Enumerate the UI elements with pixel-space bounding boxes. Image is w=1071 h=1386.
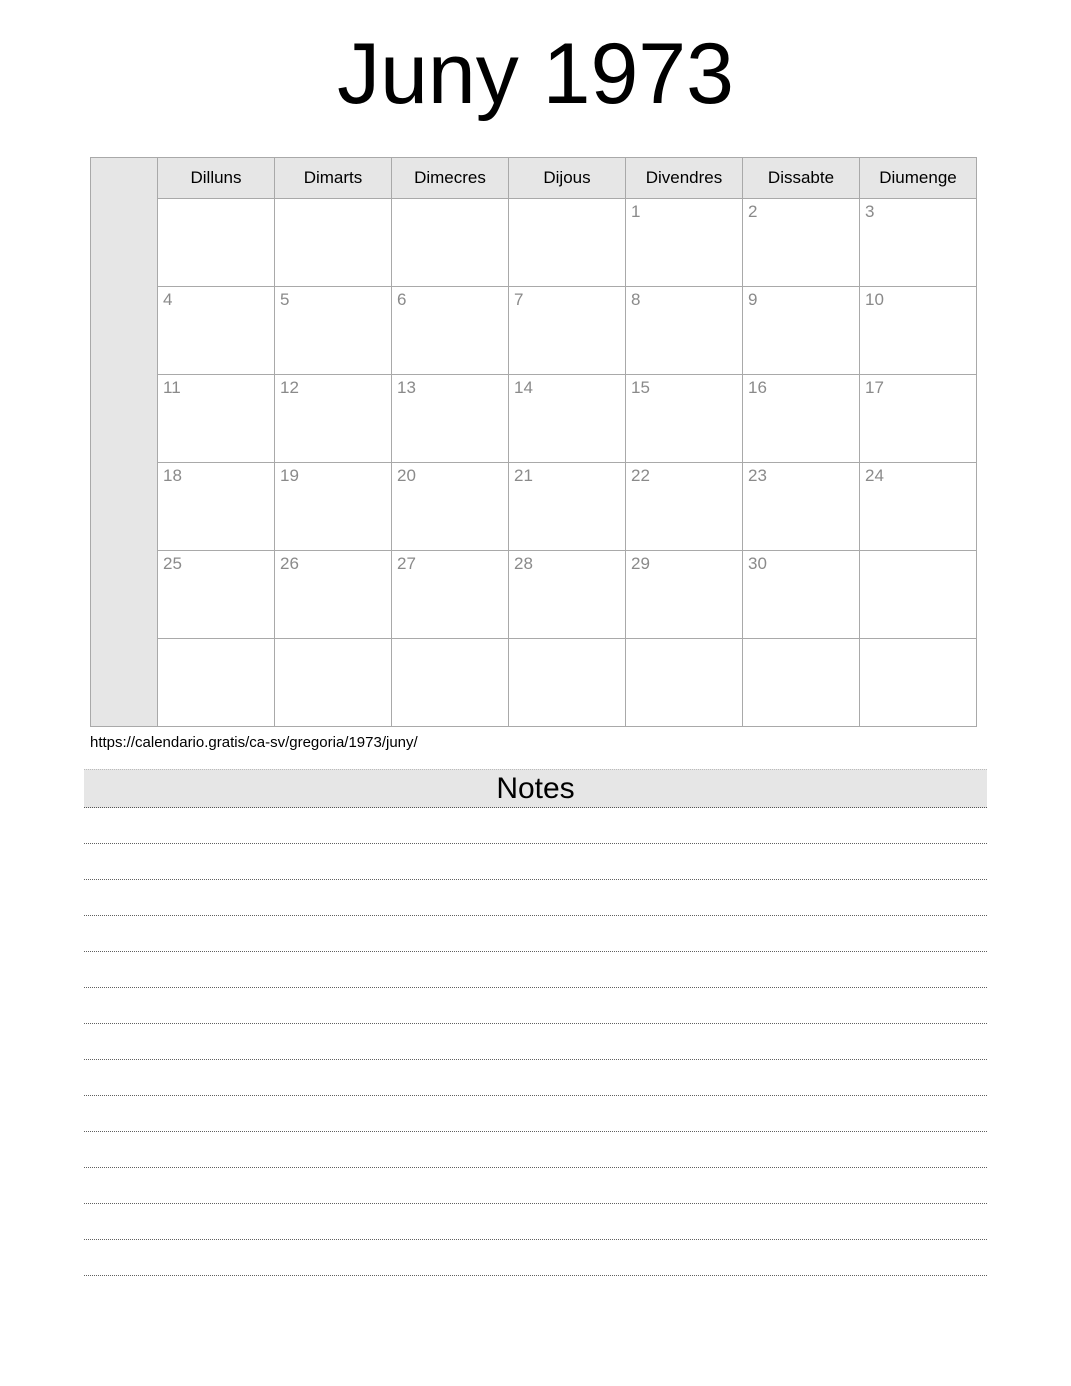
calendar-day-cell: 14	[509, 375, 626, 463]
notes-line	[84, 988, 987, 1024]
calendar-day-cell	[392, 199, 509, 287]
calendar-day-cell: 30	[743, 551, 860, 639]
notes-line	[84, 916, 987, 952]
calendar-day-cell	[275, 199, 392, 287]
calendar-day-cell: 4	[158, 287, 275, 375]
source-url: https://calendario.gratis/ca-sv/gregoria/1973/juny/	[90, 734, 418, 751]
notes-line	[84, 1060, 987, 1096]
weekday-header-saturday: Dissabte	[743, 158, 860, 199]
notes-line	[84, 1204, 987, 1240]
calendar-day-cell: 3	[860, 199, 977, 287]
weekday-header-wednesday: Dimecres	[392, 158, 509, 199]
calendar-day-cell: 6	[392, 287, 509, 375]
notes-line	[84, 844, 987, 880]
calendar-day-cell: 15	[626, 375, 743, 463]
notes-lines	[84, 808, 987, 1276]
calendar-day-cell: 1	[626, 199, 743, 287]
calendar-table	[90, 157, 977, 727]
calendar-day-cell	[392, 639, 509, 727]
notes-line	[84, 1096, 987, 1132]
calendar-day-cell	[275, 639, 392, 727]
weekday-header-friday: Divendres	[626, 158, 743, 199]
calendar-day-cell: 5	[275, 287, 392, 375]
calendar-day-cell: 8	[626, 287, 743, 375]
notes-line	[84, 1132, 987, 1168]
calendar-day-cell: 29	[626, 551, 743, 639]
calendar-week-row	[91, 375, 977, 463]
weekday-header-sunday: Diumenge	[860, 158, 977, 199]
calendar-day-cell	[860, 551, 977, 639]
calendar-day-cell: 12	[275, 375, 392, 463]
notes-header: Notes	[84, 769, 987, 808]
calendar-day-cell: 23	[743, 463, 860, 551]
notes-line	[84, 880, 987, 916]
calendar-day-cell: 28	[509, 551, 626, 639]
calendar-day-cell: 19	[275, 463, 392, 551]
calendar-day-cell	[158, 639, 275, 727]
calendar-day-cell: 10	[860, 287, 977, 375]
calendar-day-cell: 17	[860, 375, 977, 463]
notes-line	[84, 1240, 987, 1276]
notes-line	[84, 808, 987, 844]
calendar-week-row	[91, 639, 977, 727]
calendar-day-cell: 24	[860, 463, 977, 551]
calendar-week-row	[91, 199, 977, 287]
calendar-day-cell: 7	[509, 287, 626, 375]
weekday-header-monday: Dilluns	[158, 158, 275, 199]
calendar-day-cell: 9	[743, 287, 860, 375]
calendar-day-cell: 18	[158, 463, 275, 551]
calendar-header-row	[91, 158, 977, 199]
weekday-header-thursday: Dijous	[509, 158, 626, 199]
calendar-day-cell: 13	[392, 375, 509, 463]
calendar-day-cell: 27	[392, 551, 509, 639]
calendar-day-cell	[158, 199, 275, 287]
weekday-header-tuesday: Dimarts	[275, 158, 392, 199]
calendar-day-cell	[509, 199, 626, 287]
calendar-day-cell: 22	[626, 463, 743, 551]
calendar-day-cell: 11	[158, 375, 275, 463]
calendar-day-cell: 16	[743, 375, 860, 463]
notes-line	[84, 952, 987, 988]
calendar-day-cell	[743, 639, 860, 727]
calendar-week-row	[91, 287, 977, 375]
notes-line	[84, 1024, 987, 1060]
calendar-day-cell: 26	[275, 551, 392, 639]
calendar-day-cell	[509, 639, 626, 727]
calendar-day-cell	[626, 639, 743, 727]
calendar-day-cell: 21	[509, 463, 626, 551]
calendar-week-row	[91, 463, 977, 551]
calendar-day-cell	[860, 639, 977, 727]
calendar-gutter-column	[91, 158, 158, 727]
calendar-day-cell: 25	[158, 551, 275, 639]
calendar-day-cell: 2	[743, 199, 860, 287]
page-title: Juny 1973	[337, 26, 734, 122]
calendar-day-cell: 20	[392, 463, 509, 551]
notes-line	[84, 1168, 987, 1204]
calendar-week-row	[91, 551, 977, 639]
